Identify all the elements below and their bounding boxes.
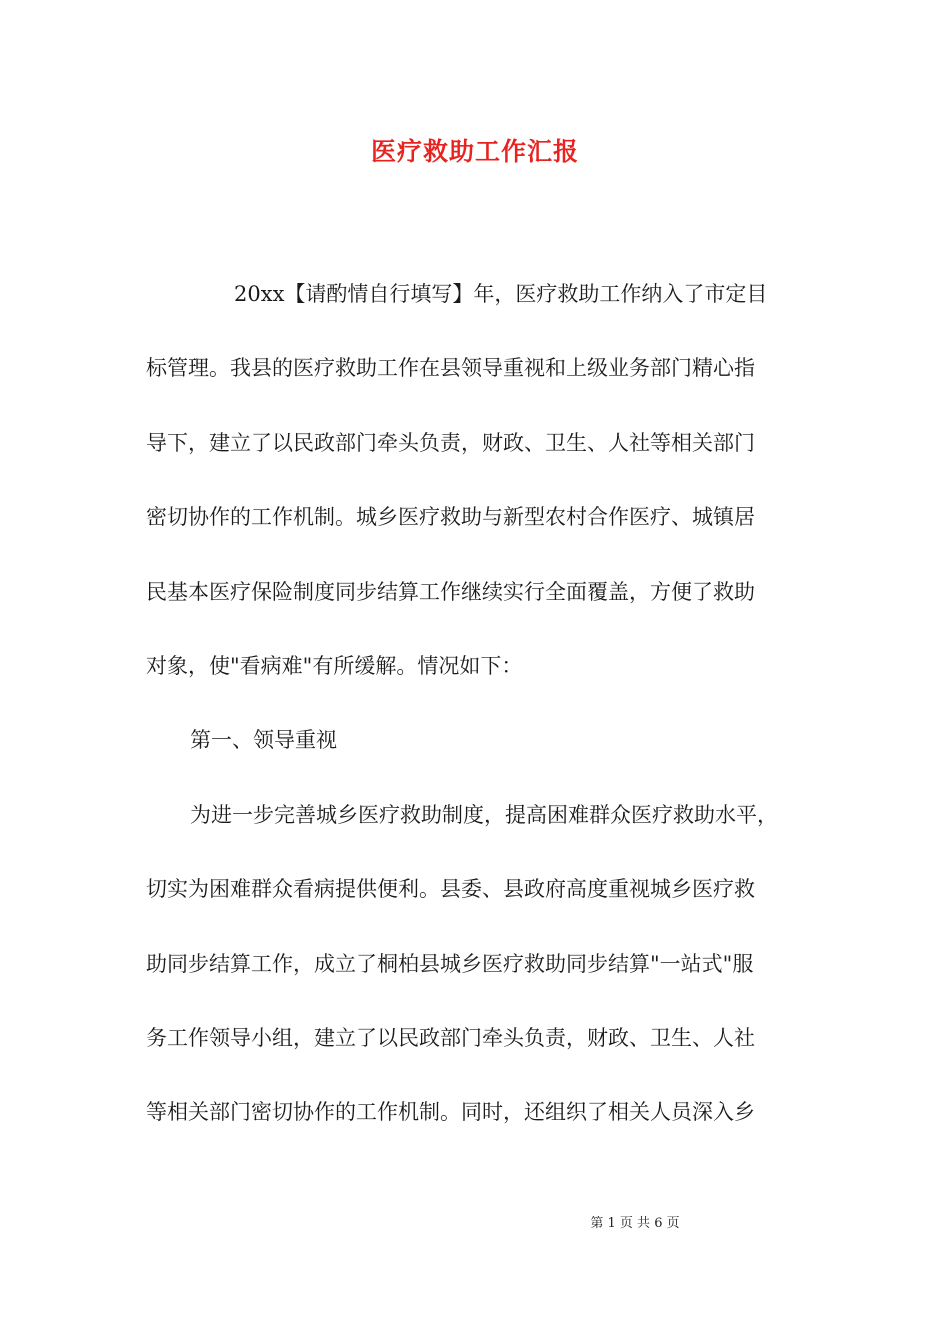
paragraph-line: 标管理。我县的医疗救助工作在县领导重视和上级业务部门精心指 [146, 356, 755, 381]
section-heading: 第一、领导重视 [190, 728, 337, 753]
paragraph-line: 切实为困难群众看病提供便利。县委、县政府高度重视城乡医疗救 [146, 877, 755, 902]
paragraph-line: 密切协作的工作机制。城乡医疗救助与新型农村合作医疗、城镇居 [146, 505, 755, 530]
document-body [146, 276, 806, 1169]
paragraph-line: 民基本医疗保险制度同步结算工作继续实行全面覆盖，方便了救助 [146, 579, 755, 604]
page-number: 第 1 页 共 6 页 [590, 1216, 680, 1231]
paragraph-line: 为进一步完善城乡医疗救助制度，提高困难群众医疗救助水平， [190, 802, 778, 827]
paragraph-line: 对象，使"看病难"有所缓解。情况如下： [146, 653, 523, 678]
paragraph-line: 助同步结算工作，成立了桐柏县城乡医疗救助同步结算"一站式"服 [146, 951, 754, 976]
paragraph-line: 导下，建立了以民政部门牵头负责，财政、卫生、人社等相关部门 [146, 430, 755, 455]
page-footer [0, 1212, 950, 1231]
paragraph-line: 20xx【请酌情自行填写】年，医疗救助工作纳入了市定目 [234, 282, 768, 306]
document-title: 医疗救助工作汇报 [370, 137, 579, 166]
paragraph-line: 等相关部门密切协作的工作机制。同时，还组织了相关人员深入乡 [146, 1100, 755, 1125]
paragraph-line: 务工作领导小组，建立了以民政部门牵头负责，财政、卫生、人社 [146, 1025, 755, 1050]
